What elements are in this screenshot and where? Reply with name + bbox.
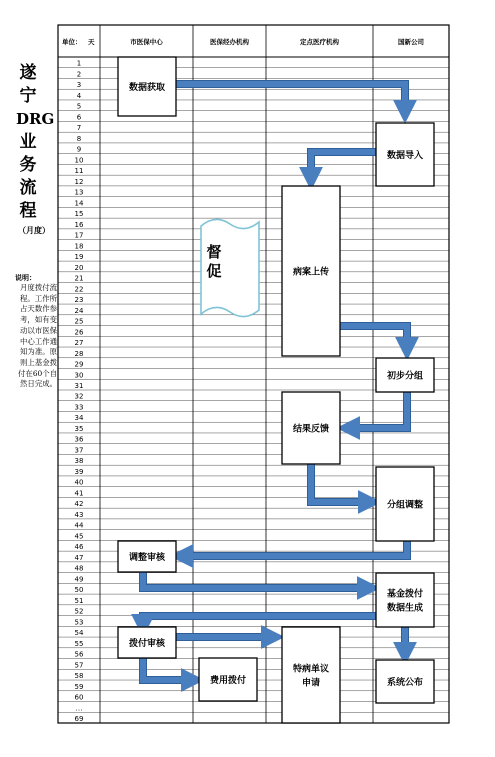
row-number: 36 — [74, 435, 84, 444]
row-number: 32 — [74, 392, 84, 401]
title-char: 业 — [19, 132, 37, 152]
row-number: 18 — [74, 242, 84, 251]
row-number: 33 — [74, 403, 84, 412]
step-system-publish-label: 系统公布 — [386, 678, 424, 688]
row-number: 19 — [74, 253, 84, 262]
arrow-fund-to-payreview-fill — [143, 616, 377, 627]
row-number: 39 — [74, 467, 84, 476]
unit-value: 天 — [88, 38, 95, 46]
step-group-adjust-label: 分组调整 — [386, 500, 424, 511]
row-number: 45 — [74, 532, 84, 541]
title-char: 务 — [19, 155, 37, 175]
step-data-import-label: 数据导入 — [386, 151, 424, 161]
row-number: … — [75, 704, 83, 713]
row-number: 7 — [76, 124, 82, 133]
row-number: 17 — [74, 231, 84, 240]
lane-header: 医保经办机构 — [210, 38, 249, 46]
row-number: 52 — [74, 607, 84, 616]
lane-header: 市医保中心 — [130, 38, 163, 46]
row-number: 9 — [76, 145, 82, 154]
arrow-import-to-upload-fill — [311, 152, 376, 180]
row-number: 26 — [74, 328, 84, 337]
step-special-case — [282, 627, 340, 723]
row-number: 12 — [74, 177, 84, 186]
step-fund-data-label: 基金拨付 — [386, 589, 424, 600]
step-special-case-label: 特病单议 — [292, 664, 330, 675]
note-text: 月度拨付流程。工作所占天数作参考，如有变动以市医保中心工作通知为准。原则上基金拨付在60个自然日完成。 — [18, 283, 57, 389]
row-number: 69 — [74, 715, 84, 723]
step-payment-review-label: 拨付审核 — [128, 639, 166, 649]
step-initial-group-label: 初步分组 — [386, 371, 424, 382]
arrow-group-to-feedback-fill — [347, 392, 407, 428]
row-number: 13 — [74, 188, 84, 197]
row-number: 8 — [76, 134, 82, 143]
row-number: 42 — [74, 500, 84, 509]
row-number: 16 — [74, 220, 84, 229]
arrow-acquire-to-import-fill — [176, 84, 405, 113]
row-number: 4 — [76, 91, 82, 100]
title-char: 遂 — [19, 63, 37, 83]
row-number: 50 — [74, 586, 84, 595]
row-number: 49 — [74, 575, 84, 584]
arrow-review-to-fund-fill — [143, 572, 370, 588]
row-number: 55 — [74, 639, 84, 648]
lane-header: 国新公司 — [398, 38, 424, 46]
supervise-char-2: 促 — [206, 262, 222, 280]
arrow-import-to-upload — [311, 152, 376, 180]
row-number: 57 — [74, 661, 84, 670]
row-number: 10 — [74, 156, 84, 165]
supervise-char-1: 督 — [206, 243, 222, 261]
row-number: 43 — [74, 510, 84, 519]
row-number: 37 — [74, 446, 84, 455]
unit-label: 单位： — [62, 38, 82, 46]
row-number: 3 — [76, 81, 82, 90]
title-char: DRG — [16, 110, 55, 128]
title-char: 程 — [19, 201, 37, 221]
row-number: 24 — [74, 306, 84, 315]
step-fee-payment-label: 费用拨付 — [209, 676, 247, 686]
row-number: 34 — [74, 414, 84, 423]
step-special-case-label: 申请 — [301, 678, 321, 689]
row-number: 46 — [74, 543, 84, 552]
row-number: 25 — [74, 317, 84, 326]
row-number: 41 — [74, 489, 84, 498]
step-fund-data — [376, 573, 434, 627]
arrow-acquire-to-import — [176, 84, 405, 113]
row-number: 28 — [74, 349, 84, 358]
row-number: 11 — [74, 167, 84, 176]
arrow-upload-to-group — [340, 326, 407, 350]
arrow-group-to-feedback — [347, 392, 407, 428]
row-number: 6 — [76, 113, 82, 122]
row-number: 27 — [74, 339, 84, 348]
arrow-payreview-to-fee — [143, 658, 194, 680]
row-number: 20 — [74, 263, 84, 272]
step-adjust-review-label: 调整审核 — [128, 553, 166, 563]
row-number: 14 — [74, 199, 84, 208]
row-number: 29 — [74, 360, 84, 369]
row-number: 23 — [74, 296, 84, 305]
row-number: 58 — [74, 672, 84, 681]
title-char: 流 — [19, 178, 37, 198]
row-number: 1 — [76, 59, 82, 68]
arrow-feedback-to-adjust-fill — [311, 464, 371, 502]
row-number: 31 — [74, 382, 84, 390]
row-number: 2 — [76, 70, 82, 79]
step-fund-data-label: 数据生成 — [386, 603, 424, 614]
row-number: 30 — [74, 371, 84, 380]
row-number: 60 — [74, 693, 84, 702]
step-result-feedback-label: 结果反馈 — [292, 424, 330, 435]
row-number: 51 — [74, 596, 84, 605]
row-number: 21 — [74, 274, 84, 283]
lane-header: 定点医疗机构 — [300, 38, 339, 46]
row-number: 15 — [74, 210, 84, 219]
arrow-feedback-to-adjust — [311, 464, 371, 502]
title-char: 宁 — [19, 86, 37, 106]
row-number: 35 — [74, 424, 84, 433]
row-number: 47 — [74, 553, 84, 562]
row-number: 53 — [74, 618, 84, 627]
row-number: 40 — [74, 478, 84, 487]
row-number: 44 — [74, 521, 84, 530]
row-number: 22 — [74, 285, 84, 294]
subtitle: （月度） — [18, 225, 50, 235]
step-data-acquire-label: 数据获取 — [128, 83, 166, 93]
row-number: 54 — [74, 629, 84, 638]
row-number: 56 — [74, 650, 84, 659]
note-label: 说明： — [15, 273, 36, 282]
step-case-upload-label: 病案上传 — [292, 267, 330, 278]
row-number: 48 — [74, 564, 84, 573]
row-number: 59 — [74, 682, 84, 691]
row-number: 38 — [74, 457, 84, 466]
row-number: 5 — [76, 102, 82, 111]
